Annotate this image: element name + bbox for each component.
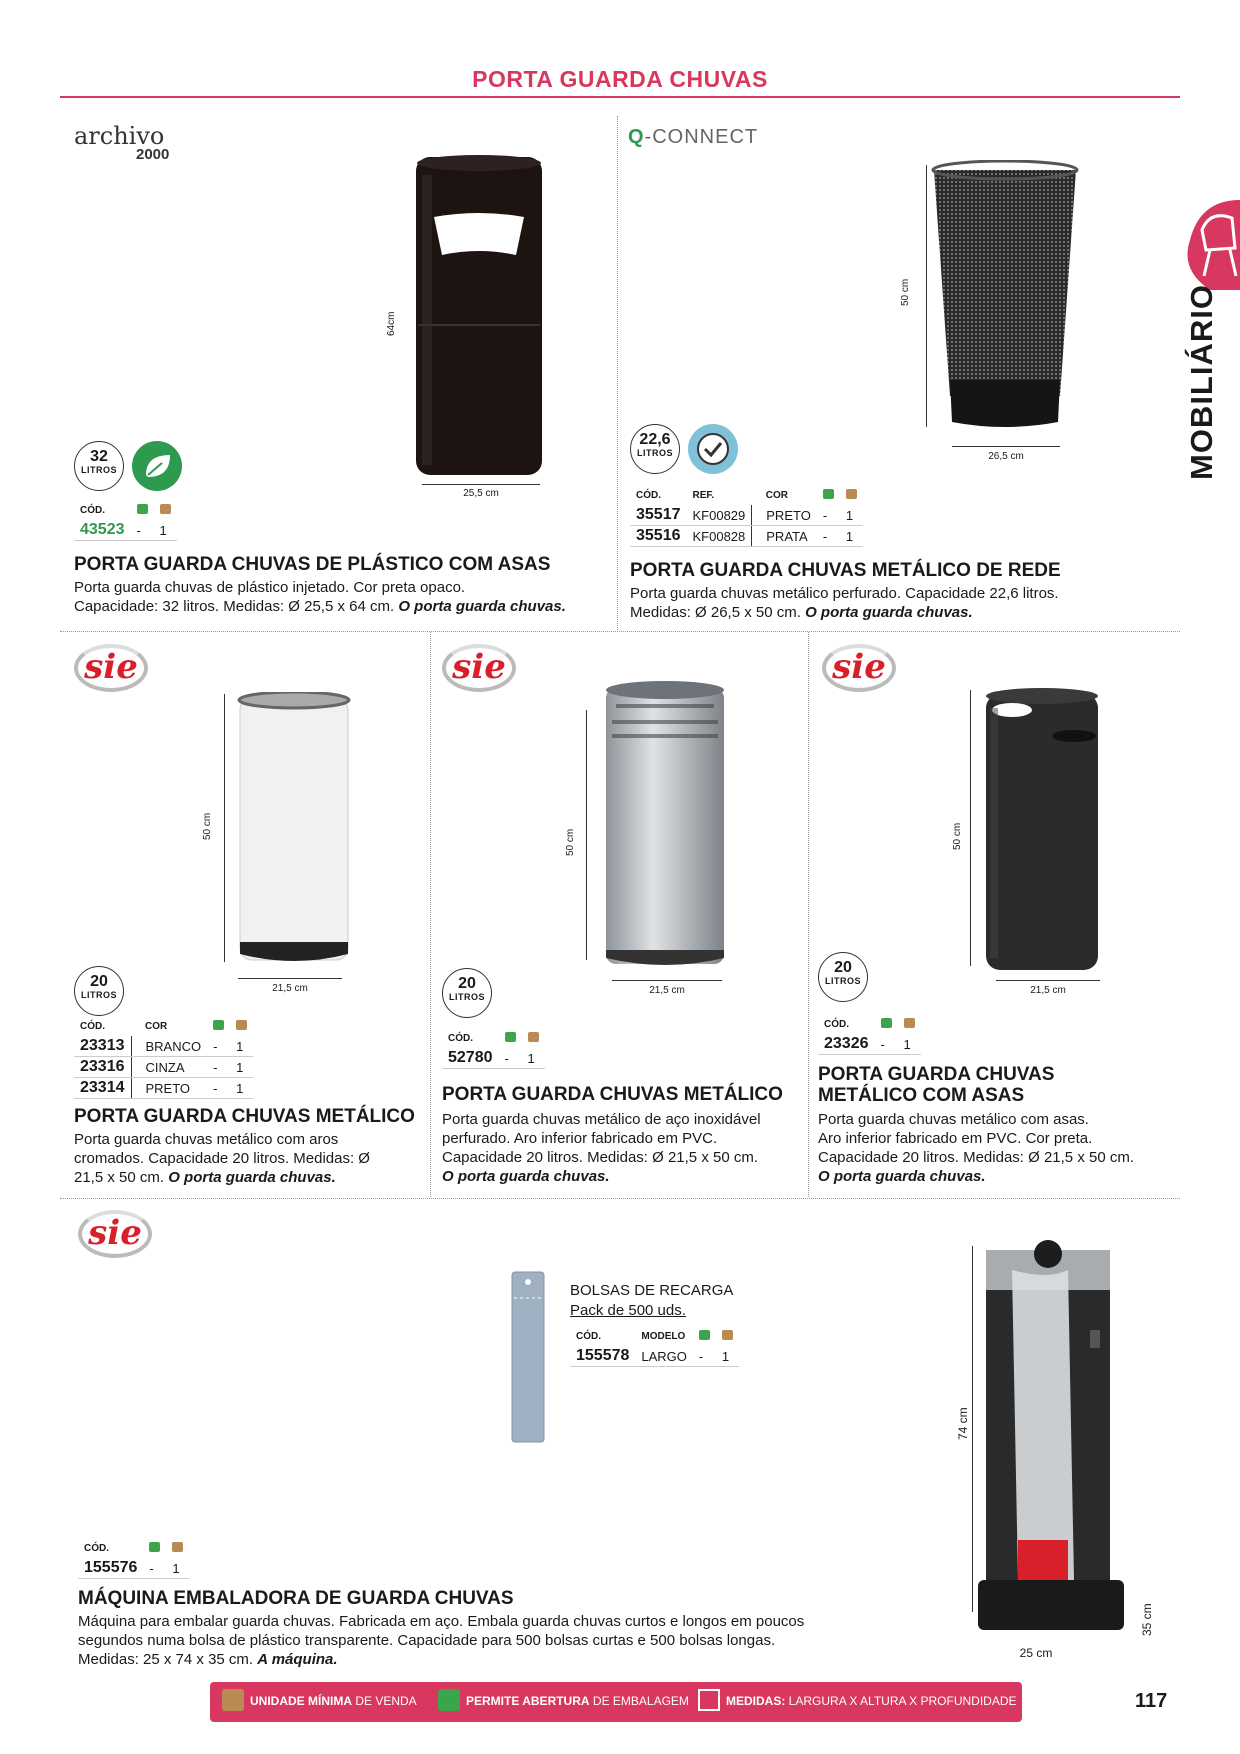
box-icon: [166, 1540, 189, 1558]
open-qty: -: [499, 1048, 522, 1069]
product-table: [74, 502, 177, 541]
dimension-line: [970, 690, 971, 966]
product-title: PORTA GUARDA CHUVAS METÁLICO: [74, 1106, 415, 1127]
dimension-line: [586, 710, 587, 960]
col-header-modelo: MODELO: [641, 1330, 686, 1342]
dimension-width: 21,5 cm: [1030, 985, 1066, 996]
box-icon: [154, 502, 177, 520]
dimension-line: [952, 446, 1060, 447]
product-color: PRETO: [131, 1078, 207, 1099]
desc-emphasis: O porta guarda chuvas.: [805, 604, 973, 621]
table-row: [442, 1048, 545, 1069]
desc-emphasis: A máquina.: [257, 1651, 338, 1668]
desc-line: Capacidade 20 litros. Medidas: Ø 21,5 x 50 cm.: [442, 1149, 758, 1166]
dimension-height: 74 cm: [956, 1407, 970, 1440]
min-qty: 1: [166, 1558, 189, 1579]
dimension-line: [422, 484, 540, 485]
open-box-icon: [207, 1018, 230, 1036]
legend-minimum-unit: [222, 1693, 417, 1711]
table-row: [818, 1034, 921, 1055]
min-qty: 1: [716, 1346, 739, 1367]
capacity-badge: [74, 441, 124, 491]
min-qty: 1: [230, 1036, 253, 1057]
divider-vertical: [617, 116, 618, 630]
open-box-icon: [693, 1328, 716, 1346]
open-qty: -: [207, 1057, 230, 1078]
desc-line: Aro inferior fabricado em PVC. Cor preta.: [818, 1130, 1093, 1147]
brand-logo-sie: sie: [442, 644, 516, 692]
capacity-badge: [442, 968, 492, 1018]
min-qty: 1: [522, 1048, 545, 1069]
desc-line: Porta guarda chuvas metálico de aço inoxidável: [442, 1111, 761, 1128]
dimension-line: [238, 978, 342, 979]
title-line: PORTA GUARDA CHUVAS: [818, 1064, 1055, 1085]
desc-line: Medidas: 25 x 74 x 35 cm.: [78, 1651, 254, 1668]
min-qty: 1: [230, 1057, 253, 1078]
open-box-icon: [131, 502, 154, 520]
product-code: 35517: [630, 505, 687, 526]
desc-line: Capacidade: 32 litros. Medidas: Ø 25,5 x 64 cm.: [74, 598, 395, 615]
dimension-width: 25 cm: [1019, 1646, 1053, 1660]
open-box-icon: [817, 487, 840, 505]
desc-line: Medidas: Ø 26,5 x 50 cm.: [630, 604, 801, 621]
open-box-icon: [143, 1540, 166, 1558]
box-icon: [522, 1030, 545, 1048]
desc-line: Capacidade 20 litros. Medidas: Ø 21,5 x 50 cm.: [818, 1149, 1134, 1166]
box-icon: [840, 487, 863, 505]
product-ref: KF00828: [687, 526, 752, 547]
desc-line: cromados. Capacidade 20 litros. Medidas: Ø: [74, 1150, 370, 1167]
col-header-cor: COR: [145, 1020, 168, 1032]
dimension-width: 21,5 cm: [649, 985, 685, 996]
desc-emphasis: O porta guarda chuvas.: [442, 1168, 610, 1185]
open-qty: -: [207, 1036, 230, 1057]
product-table: [818, 1016, 921, 1055]
white-umbrella-stand-image: [236, 692, 352, 966]
desc-line: segundos numa bolsa de plástico transparente. Capacidade para 500 bolsas curtas e 500 bolsas longas.: [78, 1632, 776, 1649]
product-code: 155578: [570, 1346, 635, 1367]
divider-horizontal: [60, 1198, 1180, 1199]
open-qty: -: [143, 1558, 166, 1579]
capacity-unit: LITROS: [449, 992, 485, 1002]
title-rule: [60, 96, 1180, 98]
brand-name: archivo: [74, 122, 165, 150]
dimension-depth: 35 cm: [1140, 1603, 1154, 1636]
product-title: PORTA GUARDA CHUVAS METÁLICO DE REDE: [630, 560, 1061, 581]
col-header-cod: CÓD.: [636, 489, 661, 501]
table-row: [74, 1078, 253, 1099]
product-code: 52780: [442, 1048, 499, 1069]
product-title: PORTA GUARDA CHUVAS METÁLICO: [442, 1084, 783, 1105]
side-tab-label: MOBILIÁRIO: [1184, 284, 1219, 480]
desc-line: Porta guarda chuvas metálico com asas.: [818, 1111, 1089, 1128]
steel-umbrella-stand-image: [602, 680, 728, 970]
desc-emphasis: O porta guarda chuvas.: [818, 1168, 986, 1185]
dimension-line: [972, 1246, 973, 1612]
dimension-height: 50 cm: [952, 822, 963, 850]
product-model: LARGO: [635, 1346, 693, 1367]
capacity-badge: [74, 966, 124, 1016]
dimension-height: 64cm: [386, 311, 397, 336]
product-description: [818, 1110, 1178, 1186]
product-table: [630, 487, 863, 547]
col-header-ref: REF.: [692, 489, 715, 501]
open-box-icon: [438, 1689, 460, 1711]
brand-logo-archivo: [74, 122, 169, 163]
legend-measures: [698, 1693, 1017, 1711]
product-code: 23314: [74, 1078, 131, 1099]
desc-emphasis: O porta guarda chuvas.: [398, 598, 566, 615]
open-qty: -: [693, 1346, 716, 1367]
min-qty: 1: [898, 1034, 921, 1055]
legend-bold: MEDIDAS:: [726, 1694, 786, 1709]
capacity-unit: LITROS: [81, 990, 117, 1000]
min-qty: 1: [154, 520, 177, 541]
dimension-height: 50 cm: [202, 812, 213, 840]
dimension-line: [224, 694, 225, 962]
product-description: [630, 584, 1170, 622]
open-qty: -: [817, 526, 840, 547]
divider-vertical: [808, 632, 809, 1197]
product-code: 23313: [74, 1036, 131, 1057]
capacity-value: 32: [90, 448, 108, 465]
product-title: PORTA GUARDA CHUVAS DE PLÁSTICO COM ASAS: [74, 554, 551, 575]
product-color: PRETO: [752, 505, 817, 526]
capacity-badge: [818, 952, 868, 1002]
black-umbrella-stand-with-handles-image: [982, 688, 1102, 974]
capacity-badge: [630, 424, 680, 474]
legend-text: LARGURA X ALTURA X PROFUNDIDADE: [785, 1694, 1017, 1709]
capacity-unit: LITROS: [81, 465, 117, 475]
desc-line: Porta guarda chuvas metálico com aros: [74, 1131, 339, 1148]
product-description: [74, 578, 614, 616]
box-icon: [230, 1018, 253, 1036]
product-code: 23316: [74, 1057, 131, 1078]
table-row: [74, 520, 177, 541]
box-icon: [898, 1016, 921, 1034]
capacity-value: 20: [458, 975, 476, 992]
dimension-width: 26,5 cm: [988, 451, 1024, 462]
brand-logo-sie: sie: [822, 644, 896, 692]
dimension-width: 21,5 cm: [272, 983, 308, 994]
box-icon: [222, 1689, 244, 1711]
desc-line: 21,5 x 50 cm.: [74, 1169, 165, 1186]
product-code: 35516: [630, 526, 687, 547]
product-description: [74, 1130, 424, 1187]
umbrella-wrapping-machine-image: [978, 1240, 1128, 1644]
open-box-icon: [499, 1030, 522, 1048]
capacity-unit: LITROS: [825, 976, 861, 986]
divider-horizontal: [60, 631, 1180, 632]
footer-legend: [210, 1682, 1022, 1722]
col-header-cor: COR: [765, 489, 788, 501]
open-qty: -: [207, 1078, 230, 1099]
refill-table: [570, 1328, 739, 1367]
divider-vertical: [430, 632, 431, 1197]
product-table: [78, 1540, 189, 1579]
plastic-umbrella-stand-image: [412, 155, 546, 479]
product-title: MÁQUINA EMBALADORA DE GUARDA CHUVAS: [78, 1588, 514, 1609]
brand-logo-sie: sie: [74, 644, 148, 692]
measure-icon: [698, 1689, 720, 1711]
product-table: [442, 1030, 545, 1069]
min-qty: 1: [840, 526, 863, 547]
desc-line: Máquina para embalar guarda chuvas. Fabricada em aço. Embala guarda chuvas curtos e longos em poucos: [78, 1613, 805, 1630]
legend-bold: PERMITE ABERTURA: [466, 1694, 590, 1709]
refill-title: BOLSAS DE RECARGA: [570, 1282, 734, 1299]
capacity-value: 22,6: [639, 431, 671, 448]
desc-line: Porta guarda chuvas de plástico injetado. Cor preta opaco.: [74, 579, 466, 596]
product-title: [818, 1064, 1054, 1106]
brand-logo-sie: sie: [78, 1210, 152, 1258]
legend-text: DE VENDA: [352, 1694, 417, 1709]
product-code: 155576: [78, 1558, 143, 1579]
brand-sub: 2000: [136, 146, 170, 163]
col-header-cod: CÓD.: [80, 1020, 105, 1032]
product-description: [78, 1612, 938, 1669]
page-number: 117: [1135, 1690, 1168, 1712]
dimension-line: [926, 165, 927, 427]
open-qty: -: [131, 520, 154, 541]
dimension-line: [612, 980, 722, 981]
brand-logo-qconnect: [628, 126, 758, 149]
col-header-cod: CÓD.: [824, 1018, 849, 1030]
open-qty: -: [875, 1034, 898, 1055]
capacity-value: 20: [834, 959, 852, 976]
open-qty: -: [817, 505, 840, 526]
product-table: [74, 1018, 253, 1099]
brand-mark: Q: [628, 126, 645, 148]
table-row: [570, 1346, 739, 1367]
certification-check-icon: [688, 424, 738, 474]
table-row: [630, 505, 863, 526]
eco-leaf-icon: [132, 441, 182, 491]
table-row: [630, 526, 863, 547]
desc-emphasis: O porta guarda chuvas.: [168, 1169, 336, 1186]
table-row: [74, 1057, 253, 1078]
desc-line: Porta guarda chuvas metálico perfurado. Capacidade 22,6 litros.: [630, 585, 1059, 602]
legend-open-package: [438, 1693, 689, 1711]
title-line: METÁLICO COM ASAS: [818, 1085, 1025, 1106]
product-color: CINZA: [131, 1057, 207, 1078]
dimension-height: 50 cm: [900, 278, 911, 306]
product-code: 43523: [74, 520, 131, 541]
dimension-height: 50 cm: [565, 828, 576, 856]
product-description: [442, 1110, 802, 1186]
legend-bold: UNIDADE MÍNIMA: [250, 1694, 352, 1709]
capacity-value: 20: [90, 973, 108, 990]
product-color: BRANCO: [131, 1036, 207, 1057]
col-header-cod: CÓD.: [84, 1542, 109, 1554]
refill-bag-image: [508, 1268, 556, 1450]
col-header-cod: CÓD.: [448, 1032, 473, 1044]
mesh-umbrella-stand-image: [930, 160, 1080, 436]
table-row: [78, 1558, 189, 1579]
capacity-unit: LITROS: [637, 448, 673, 458]
col-header-cod: CÓD.: [80, 504, 105, 516]
product-ref: KF00829: [687, 505, 752, 526]
dimension-line: [996, 980, 1100, 981]
table-row: [74, 1036, 253, 1057]
brand-name: -CONNECT: [644, 126, 759, 148]
product-color: PRATA: [752, 526, 817, 547]
dimension-width: 25,5 cm: [463, 488, 499, 499]
min-qty: 1: [230, 1078, 253, 1099]
desc-line: perfurado. Aro inferior fabricado em PVC.: [442, 1130, 718, 1147]
page-title: PORTA GUARDA CHUVAS: [472, 66, 768, 92]
box-icon: [716, 1328, 739, 1346]
refill-subtitle: Pack de 500 uds.: [570, 1302, 686, 1319]
legend-text: DE EMBALAGEM: [589, 1694, 689, 1709]
product-code: 23326: [818, 1034, 875, 1055]
col-header-cod: CÓD.: [576, 1330, 601, 1342]
min-qty: 1: [840, 505, 863, 526]
open-box-icon: [875, 1016, 898, 1034]
